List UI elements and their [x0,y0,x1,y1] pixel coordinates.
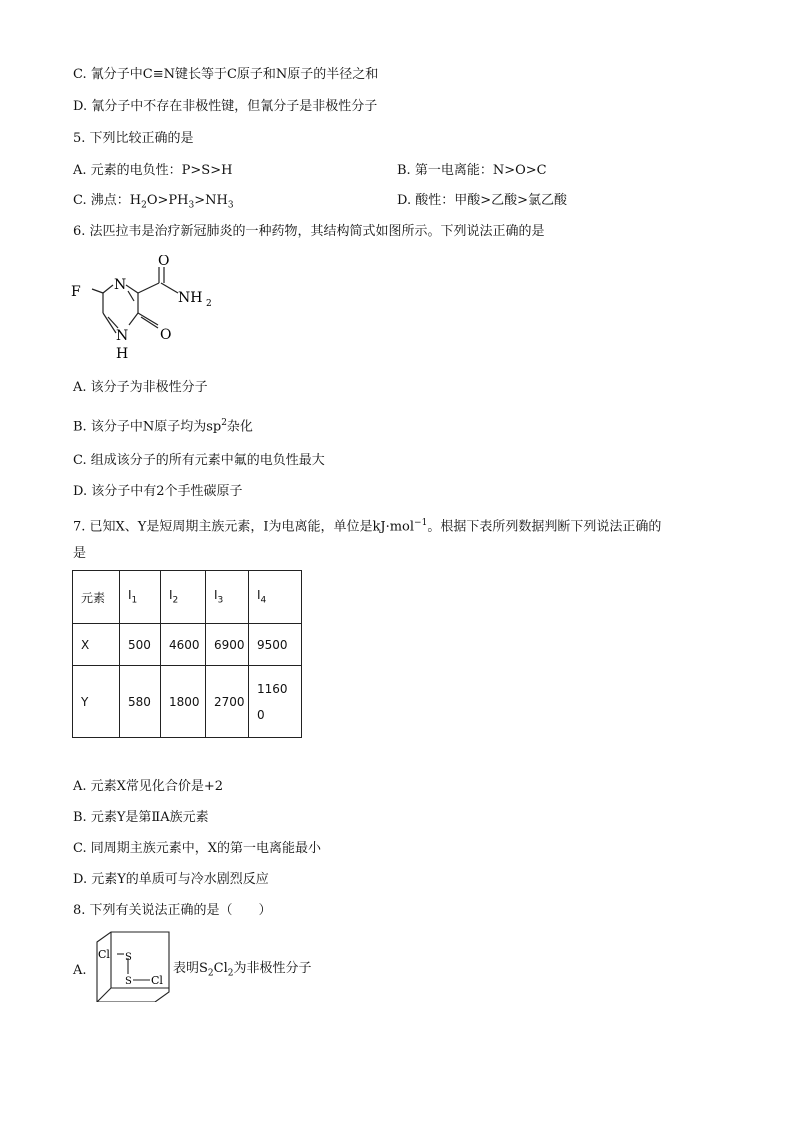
cell-value: 2700 [206,666,249,738]
q6-option-c: C. 组成该分子的所有元素中氟的电负性最大 [73,453,325,468]
cell-element: X [73,624,120,666]
oxygen-carbonyl: O [158,255,170,269]
ionization-energy-table [72,570,302,738]
cell-value: 580 [120,666,161,738]
q8-option-a-label: A. [73,963,87,978]
cell-value: 1800 [161,666,206,738]
favipiravir-structure [66,255,226,370]
chlorine-left: Cl [98,948,110,961]
s2cl2-structure [95,930,171,1002]
fluorine-atom: F [71,284,81,300]
option-c-q4: C. 氰分子中C≡N键长等于C原子和N原子的半径之和 [73,67,379,82]
question-7: 7. 已知X、Y是短周期主族元素，I为电离能，单位是kJ·mol$^{-1}$。根据下表所列数据判断下列说法正确的 [73,518,662,535]
header-i2: $I_2$ [161,571,206,624]
q6-option-a: A. 该分子为非极性分子 [73,380,208,395]
question-5: 5. 下列比较正确的是 [73,131,194,146]
table-row [73,666,302,738]
cell-element: Y [73,666,120,738]
question-7-cont: 是 [73,546,87,561]
cell-value: 4600 [161,624,206,666]
q5-option-a: A. 元素的电负性：P>S>H [73,163,233,178]
header-i3: $I_3$ [206,571,249,624]
nitrogen-top: N [114,277,127,293]
amide-nh-sub: 2 [206,299,212,309]
question-8: 8. 下列有关说法正确的是（ ） [73,903,272,918]
header-element: 元素 [73,571,120,624]
header-i4: $I_4$ [249,571,302,624]
table-row [73,624,302,666]
q7-option-c: C. 同周期主族元素中，X的第一电离能最小 [73,841,322,856]
option-d-q4: D. 氰分子中不存在非极性键，但氰分子是非极性分子 [73,99,378,114]
q6-option-d: D. 该分子中有2个手性碳原子 [73,484,243,499]
q5-option-c: C. 沸点：$H_2O>PH_3>NH_3$ [73,193,234,211]
oxygen-ring: O [160,327,172,343]
sulfur-top: S [125,952,132,963]
amide-nh: NH [178,290,203,306]
q8-option-a-text: 表明$S_2Cl_2$为非极性分子 [173,961,312,979]
header-i1: $I_1$ [120,571,161,624]
hydrogen-bottom: H [116,346,129,362]
cell-value: 500 [120,624,161,666]
q7-option-a: A. 元素X常见化合价是+2 [73,779,224,794]
question-6: 6. 法匹拉韦是治疗新冠肺炎的一种药物，其结构简式如图所示。下列说法正确的是 [73,224,545,239]
q7-option-b: B. 元素Y是第ⅡA族元素 [73,810,209,825]
table-header-row [73,571,302,624]
cell-value: 6900 [206,624,249,666]
q5-option-b: B. 第一电离能：N>O>C [397,163,547,178]
cell-value: 1160 0 [249,666,302,738]
q6-option-b: B. 该分子中N原子均为$sp^2$杂化 [73,418,253,435]
chlorine-right: Cl [151,974,163,987]
q7-option-d: D. 元素Y的单质可与冷水剧烈反应 [73,872,269,887]
sulfur-bottom: S [125,976,132,987]
nitrogen-bottom: N [116,328,129,344]
q5-option-d: D. 酸性：甲酸>乙酸>氯乙酸 [397,193,568,208]
cell-value: 9500 [249,624,302,666]
